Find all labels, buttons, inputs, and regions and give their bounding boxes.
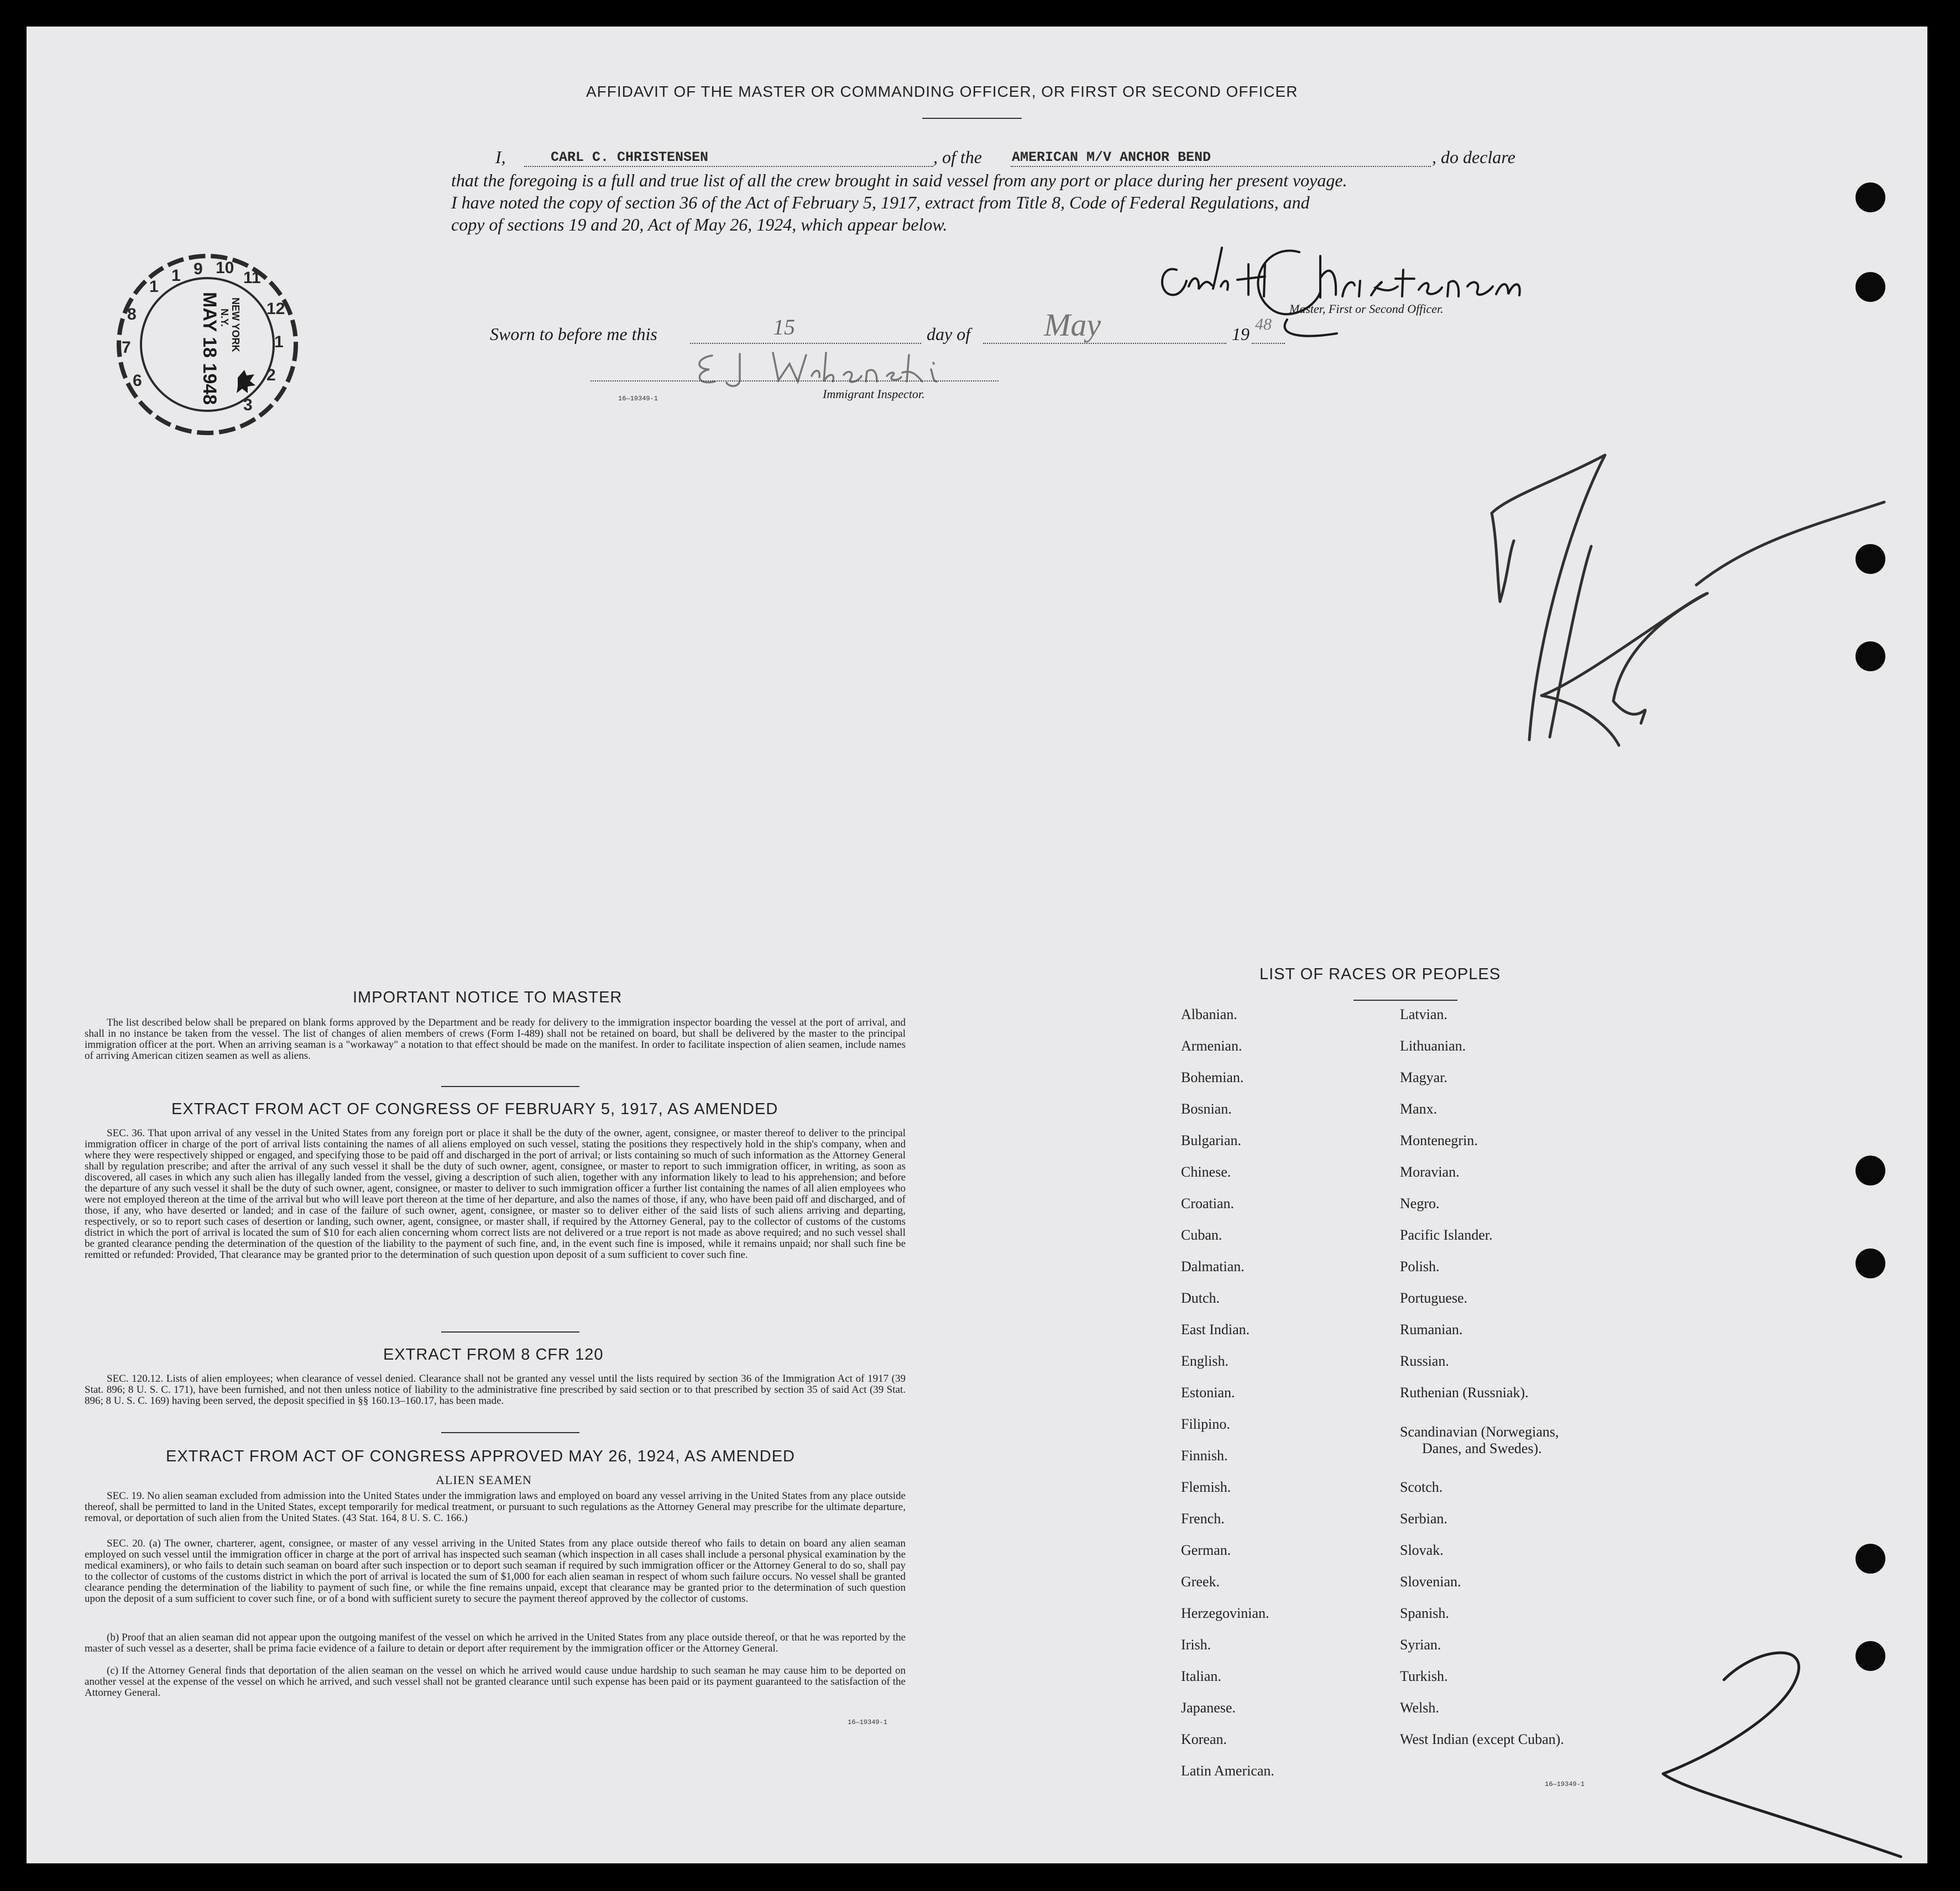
affidavit-line-2: that the foregoing is a full and true list of all the crew brought in said vessel from any port or place during her present voyage. bbox=[451, 170, 1347, 190]
race-item: Danes, and Swedes). bbox=[1422, 1440, 1542, 1456]
race-item: Albanian. bbox=[1181, 1006, 1237, 1022]
extract-1924-sec20c: (c) If the Attorney General finds that deportation of the alien seaman on the vessel on which he arrived would cause undue hardship to such seaman he may cause him to be deported on another vessel at the expense of the vessel on which he arrived, and such vessel shall not be granted clearance until such expense has been paid or its payment guaranteed to the satisfaction of the Attorney General. bbox=[85, 1665, 906, 1699]
race-item: Italian. bbox=[1181, 1668, 1221, 1684]
race-item: Dalmatian. bbox=[1181, 1258, 1245, 1274]
master-name-underline bbox=[524, 166, 933, 167]
svg-text:1: 1 bbox=[171, 267, 181, 285]
race-item: Montenegrin. bbox=[1400, 1132, 1478, 1148]
race-item: Polish. bbox=[1400, 1258, 1440, 1274]
affidavit-line-4: copy of sections 19 and 20, Act of May 26, 1924, which appear below. bbox=[451, 215, 948, 234]
svg-text:12: 12 bbox=[266, 300, 285, 318]
affidavit-line-3: I have noted the copy of section 36 of the Act of February 5, 1917, extract from Title 8, Code of Federal Regulations, and bbox=[451, 192, 1310, 212]
extract-1924-sec19: SEC. 19. No alien seaman excluded from admission into the United States under the immigration laws and employed on board any vessel arriving in the United States from any place outside thereof, shall be permitted to land in the United States, except temporarily for medical treatment, or pursuant to such regulations as the Attorney General may prescribe for the ultimate departure, removal, or deportation of such alien from the United States. (43 Stat. 164, 8 U. S. C. 166.) bbox=[85, 1490, 906, 1524]
inspection-date-stamp bbox=[111, 248, 304, 441]
race-item: Serbian. bbox=[1400, 1511, 1447, 1527]
race-item: Manx. bbox=[1400, 1101, 1438, 1117]
binder-hole bbox=[1856, 544, 1885, 574]
sworn-day-underline bbox=[690, 343, 921, 344]
race-item: Welsh. bbox=[1400, 1700, 1439, 1716]
notice-divider bbox=[441, 1086, 579, 1087]
race-item: English. bbox=[1181, 1353, 1229, 1369]
extract-1917-body: SEC. 36. That upon arrival of any vessel in the United States from any foreign port or place it shall be the duty of the owner, agent, consignee, or master thereof to deliver to the principal immigration officer in charge of the port of arrival lists containing the names of all aliens employed on such vessel, stating the positions they respectively hold in the ship's company, when and where they were respectively shipped or engaged, and specifying those to be paid off and discharged in the port of arrival; or lists containing so much of such information as the Attorney General shall by regulation prescribe; and after the arrival of any such vessel it shall be the duty of such owner, agent, consignee, or master to report to such immigration officer, in writing, as soon as discovered, all cases in which any such alien has illegally landed from the vessel, giving a description of such alien, together with any information likely to lead to his apprehension; and before the departure of any such vessel it shall be the duty of such owner, agent, consignee, or master to deliver to such immigration officer a further list containing the names of all alien employees who were not employed thereon at the time of the arrival but who will leave port thereon at the time of her departure, and also the names of those, if any, who have been paid off and discharged, and of those, if any, who have deserted or landed; and in case of the failure of such owner, agent, consignee, or master so to deliver either of the said lists of such aliens arriving and departing, respectively, or so to report such cases of desertion or landing, such owner, agent, consignee, or master shall, if required by the Attorney General, pay to the collector of customs of the customs district in which the port of arrival is located the sum of $10 for each alien concerning whom correct lists are not delivered or a true report is not made as above required; and no such vessel shall be granted clearance pending the determination of the question of the liability to the payment of such fine, and, in the event such fine is imposed, while it remains unpaid; nor shall such fine be remitted or refunded: Provided, That clearance may be granted prior to the determination of such question upon deposit of a sum sufficient to cover such fine. bbox=[85, 1127, 906, 1261]
title-divider bbox=[922, 118, 1022, 119]
notice-title: IMPORTANT NOTICE TO MASTER bbox=[353, 989, 623, 1006]
extract-1917-title: EXTRACT FROM ACT OF CONGRESS OF FEBRUARY 5, 1917, AS AMENDED bbox=[171, 1100, 778, 1118]
sworn-day: 15 bbox=[773, 315, 795, 339]
race-item: Russian. bbox=[1400, 1353, 1449, 1369]
race-item: Spanish. bbox=[1400, 1605, 1449, 1621]
vessel-underline bbox=[1011, 166, 1431, 167]
race-item: Armenian. bbox=[1181, 1038, 1242, 1054]
binder-hole bbox=[1856, 182, 1885, 212]
race-item: Greek. bbox=[1181, 1574, 1220, 1590]
race-item: Ruthenian (Russniak). bbox=[1400, 1385, 1529, 1401]
inspector-signature bbox=[690, 347, 1000, 391]
vessel-name: AMERICAN M/V ANCHOR BEND bbox=[1012, 149, 1211, 165]
svg-text:11: 11 bbox=[243, 269, 261, 287]
race-item: Bosnian. bbox=[1181, 1101, 1232, 1117]
extract-1924-title: EXTRACT FROM ACT OF CONGRESS APPROVED MAY 26, 1924, AS AMENDED bbox=[166, 1448, 795, 1465]
race-item: Slovenian. bbox=[1400, 1574, 1461, 1590]
race-item: Cuban. bbox=[1181, 1227, 1222, 1243]
race-item: Latvian. bbox=[1400, 1006, 1447, 1022]
day-of: day of bbox=[927, 324, 971, 344]
binder-hole bbox=[1856, 1249, 1885, 1278]
extract-1924-sec20a: SEC. 20. (a) The owner, charterer, agent, consignee, or master of any vessel arriving in the United States from any place outside thereof who fails to detain on board any alien seaman employed on such vessel until the immigration officer in charge at the port of arrival has inspected such seaman (which inspection in all cases shall include a personal physical examination by the medical examiners), or who fails to detain such seaman on board after such inspection or to deport such seaman if required by such immigration officer or the Attorney General to do so, shall pay to the collector of customs of the customs district in which the port of arrival is located the sum of $1,000 for each alien seaman in respect of whom such failure occurs. No vessel shall be granted clearance pending the determination of the liability to payment of such fine, or while the fine remains unpaid, except that clearance may be granted prior to the determination of such question upon the deposit of a sum sufficient to cover such fine, or of a bond with sufficient surety to secure the payment thereof approved by the collector of customs. bbox=[85, 1538, 906, 1605]
race-item: Finnish. bbox=[1181, 1448, 1228, 1464]
binder-hole bbox=[1856, 272, 1885, 302]
svg-text:8: 8 bbox=[127, 305, 137, 323]
race-item: Filipino. bbox=[1181, 1416, 1230, 1432]
affidavit-form-number: 16—19349-1 bbox=[618, 395, 658, 403]
race-item: Scotch. bbox=[1400, 1479, 1443, 1495]
extract-cfr-title: EXTRACT FROM 8 CFR 120 bbox=[383, 1346, 604, 1364]
alien-seamen-subtitle: ALIEN SEAMEN bbox=[436, 1473, 532, 1487]
race-item: Chinese. bbox=[1181, 1164, 1231, 1180]
extract-1924-sec20b: (b) Proof that an alien seaman did not appear upon the outgoing manifest of the vessel on which he arrived in the United States from any place outside thereof, or that he was reported by the master of such vessel as a deserter, shall be prima facie evidence of a failure to detain or deport after requirement by the immigration officer or the Attorney General. bbox=[85, 1632, 906, 1654]
svg-text:6: 6 bbox=[133, 372, 142, 390]
race-item: Turkish. bbox=[1400, 1668, 1448, 1684]
master-name: CARL C. CHRISTENSEN bbox=[551, 149, 709, 165]
inspector-line bbox=[590, 380, 999, 382]
svg-text:3: 3 bbox=[243, 396, 253, 414]
svg-text:1: 1 bbox=[274, 333, 284, 351]
svg-text:9: 9 bbox=[194, 260, 203, 278]
stamp-line-b: N.Y. bbox=[219, 309, 230, 327]
stamp-date: MAY 18 1948 bbox=[199, 292, 220, 405]
affidavit-of-the: , of the bbox=[933, 147, 982, 167]
race-item: Moravian. bbox=[1400, 1164, 1460, 1180]
notice-body: The list described below shall be prepared on blank forms approved by the Department and be ready for delivery to the immigration inspector boarding the vessel at the port of arrival, and shall in no instance be taken from the vessel. The list of changes of alien members of crews (Form I-489) shall not be retained on board, but shall be delivered by the master to the principal immigration officer at the port. When an arriving seaman is a "workaway" a notation to that effect should be made on the manifest. In order to facilitate inspection of alien seamen, include names of arriving American citizen seamen as well as aliens. bbox=[85, 1017, 906, 1062]
sworn-month: May bbox=[1044, 307, 1101, 343]
sworn-prefix: Sworn to before me this bbox=[490, 324, 657, 344]
inspector-caption: Immigrant Inspector. bbox=[823, 387, 925, 401]
race-item: Croatian. bbox=[1181, 1195, 1235, 1211]
svg-text:7: 7 bbox=[122, 338, 131, 357]
binder-hole bbox=[1856, 1544, 1885, 1574]
sworn-month-underline bbox=[983, 343, 1226, 344]
race-item: Dutch. bbox=[1181, 1290, 1220, 1306]
race-item: Magyar. bbox=[1400, 1069, 1447, 1085]
race-item: Latin American. bbox=[1181, 1763, 1274, 1779]
svg-text:10: 10 bbox=[216, 259, 234, 277]
race-item: Korean. bbox=[1181, 1731, 1227, 1747]
binder-hole bbox=[1856, 641, 1885, 671]
extract-form-number: 16—19349-1 bbox=[848, 1718, 888, 1726]
affidavit-i: I, bbox=[495, 147, 506, 167]
handwritten-batch-mark bbox=[1475, 414, 1895, 756]
race-item: Pacific Islander. bbox=[1400, 1227, 1493, 1243]
binder-hole bbox=[1856, 1156, 1885, 1185]
svg-text:2: 2 bbox=[266, 366, 276, 384]
svg-text:1: 1 bbox=[149, 278, 159, 296]
document-sheet bbox=[27, 27, 1927, 1863]
race-item: Bohemian. bbox=[1181, 1069, 1244, 1085]
year-prefix: 19 bbox=[1232, 324, 1250, 344]
race-item: Estonian. bbox=[1181, 1385, 1235, 1401]
race-item: Flemish. bbox=[1181, 1479, 1231, 1495]
race-item: East Indian. bbox=[1181, 1321, 1250, 1338]
race-item: West Indian (except Cuban). bbox=[1400, 1731, 1564, 1747]
races-form-number: 16—19349-1 bbox=[1545, 1780, 1585, 1788]
race-item: Lithuanian. bbox=[1400, 1038, 1466, 1054]
races-divider bbox=[1353, 1000, 1457, 1001]
race-item: Rumanian. bbox=[1400, 1321, 1463, 1338]
extract-cfr-body: SEC. 120.12. Lists of alien employees; when clearance of vessel denied. Clearance shall not be granted any vessel until the lists required by section 36 of the Immigration Act of 1917 (39 Stat. 896; 8 U. S. C. 171), have been furnished, and not then unless notice of liability to the administrative fine prescribed by said section or to that prescribed by section 35 of said Act (39 Stat. 896; 8 U. S. C. 169) having been served, the deposit specified in §§ 160.13–160.17, has been made. bbox=[85, 1373, 906, 1407]
race-item: Syrian. bbox=[1400, 1637, 1441, 1653]
race-item: Scandinavian (Norwegians, bbox=[1400, 1424, 1559, 1440]
race-item: Herzegovinian. bbox=[1181, 1605, 1269, 1621]
binder-hole bbox=[1856, 1641, 1885, 1671]
sworn-year: 48 bbox=[1255, 315, 1272, 333]
master-signature bbox=[1154, 226, 1553, 347]
race-item: Japanese. bbox=[1181, 1700, 1236, 1716]
extract-1917-divider bbox=[441, 1331, 579, 1333]
affidavit-declare: , do declare bbox=[1432, 147, 1515, 167]
sworn-year-underline bbox=[1252, 343, 1285, 344]
race-item: Bulgarian. bbox=[1181, 1132, 1242, 1148]
signature-caption: Master, First or Second Officer. bbox=[1289, 302, 1444, 316]
stamp-line-a: NEW YORK bbox=[230, 297, 241, 352]
race-item: Irish. bbox=[1181, 1637, 1211, 1653]
races-title: LIST OF RACES OR PEOPLES bbox=[1259, 965, 1501, 983]
race-item: German. bbox=[1181, 1542, 1231, 1558]
race-item: French. bbox=[1181, 1511, 1225, 1527]
race-item: Slovak. bbox=[1400, 1542, 1444, 1558]
race-item: Portuguese. bbox=[1400, 1290, 1468, 1306]
affidavit-title: AFFIDAVIT OF THE MASTER OR COMMANDING OFFICER, OR FIRST OR SECOND OFFICER bbox=[586, 83, 1298, 100]
race-item: Negro. bbox=[1400, 1195, 1440, 1211]
extract-cfr-divider bbox=[441, 1432, 579, 1433]
